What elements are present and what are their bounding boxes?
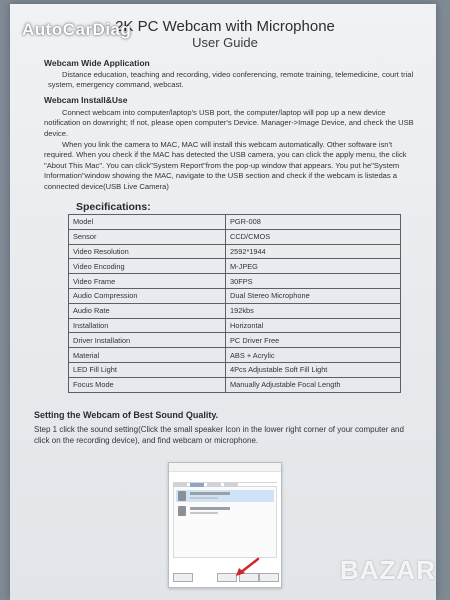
spec-key: Video Frame (69, 274, 226, 289)
spec-value: 2592*1944 (226, 244, 401, 259)
spec-key: LED Fill Light (69, 362, 226, 377)
spec-key: Sensor (69, 229, 226, 244)
spec-row (69, 244, 401, 259)
spec-row (69, 288, 401, 303)
spec-row (69, 318, 401, 333)
dialog-title-bar (169, 463, 281, 472)
spec-value: Dual Stereo Microphone (226, 288, 401, 303)
watermark-bazar: BAZAR (340, 555, 436, 585)
spec-key: Audio Rate (69, 303, 226, 318)
install-use-paragraph-1: Connect webcam into computer/laptop's USB port, the computer/laptop will pop up a new device notification on downright; If not, please open computer's Device. Manager->Image Device, and check the USB device. (44, 108, 414, 138)
watermark-autocardiag: AutoCarDiag (22, 20, 132, 39)
spec-row (69, 259, 401, 274)
dialog-tab (207, 483, 221, 487)
spec-key: Video Resolution (69, 244, 226, 259)
spec-value: Horizontal (226, 318, 401, 333)
spec-key: Focus Mode (69, 377, 226, 392)
spec-value: Manually Adjustable Focal Length (226, 377, 401, 392)
section-heading-sound-quality: Setting the Webcam of Best Sound Quality. (34, 410, 219, 420)
spec-row (69, 377, 401, 392)
sound-settings-screenshot (168, 462, 282, 588)
spec-value: M-JPEG (226, 259, 401, 274)
spec-key: Material (69, 348, 226, 363)
spec-key: Model (69, 215, 226, 230)
specifications-table (68, 214, 401, 393)
spec-key: Installation (69, 318, 226, 333)
spec-row (69, 229, 401, 244)
microphone-icon (178, 491, 186, 501)
spec-row (69, 274, 401, 289)
spec-value: 192kbs (226, 303, 401, 318)
red-arrow-icon (232, 556, 262, 578)
spec-value: PC Driver Free (226, 333, 401, 348)
spec-row (69, 348, 401, 363)
spec-value: CCD/CMOS (226, 229, 401, 244)
document-title: 2K PC Webcam with Microphone (115, 18, 335, 35)
dialog-tabs (173, 474, 277, 483)
specifications-heading: Specifications: (76, 201, 151, 213)
device-row-microphone (176, 490, 274, 502)
dialog-tab-recording (190, 483, 204, 487)
dialog-tab (224, 483, 238, 487)
spec-key: Driver Installation (69, 333, 226, 348)
document-subtitle: User Guide (192, 35, 258, 50)
spec-value: 30FPS (226, 274, 401, 289)
spec-row (69, 303, 401, 318)
section-heading-wide-application: Webcam Wide Application (44, 58, 150, 68)
spec-row (69, 215, 401, 230)
microphone-icon (178, 506, 186, 516)
spec-row (69, 333, 401, 348)
spec-value: 4Pcs Adjustable Soft Fill Light (226, 362, 401, 377)
device-row-microphone-2 (176, 505, 274, 517)
wide-application-text: Distance education, teaching and recording, video conferencing, remote training, telemedicine, court trial system, emergency command, webcast. (48, 70, 414, 90)
spec-row (69, 362, 401, 377)
dialog-tab (173, 483, 187, 487)
spec-value: ABS + Acrylic (226, 348, 401, 363)
section-heading-install-use: Webcam Install&Use (44, 95, 128, 105)
sound-step-1-text: Step 1 click the sound setting(Click the small speaker Icon in the lower right corner of your computer and click on the recording device), and find webcam or microphone. (34, 425, 404, 445)
spec-key: Audio Compression (69, 288, 226, 303)
spec-key: Video Encoding (69, 259, 226, 274)
recording-device-list (173, 486, 277, 558)
install-use-paragraph-2: When you link the camera to MAC, MAC will install this webcam automatically. Other software isn't required. When you check if the MAC has detected the USB camera, you can click the apply menu, the click "About This Mac". You can click"System Report"from the pop-up window that appears. You put he"System Information"window showing the MAC, navigate to the USB section and check if the webcam is listedas a connected device(USB Live Camera) (44, 140, 407, 191)
spec-value: PGR-008 (226, 215, 401, 230)
